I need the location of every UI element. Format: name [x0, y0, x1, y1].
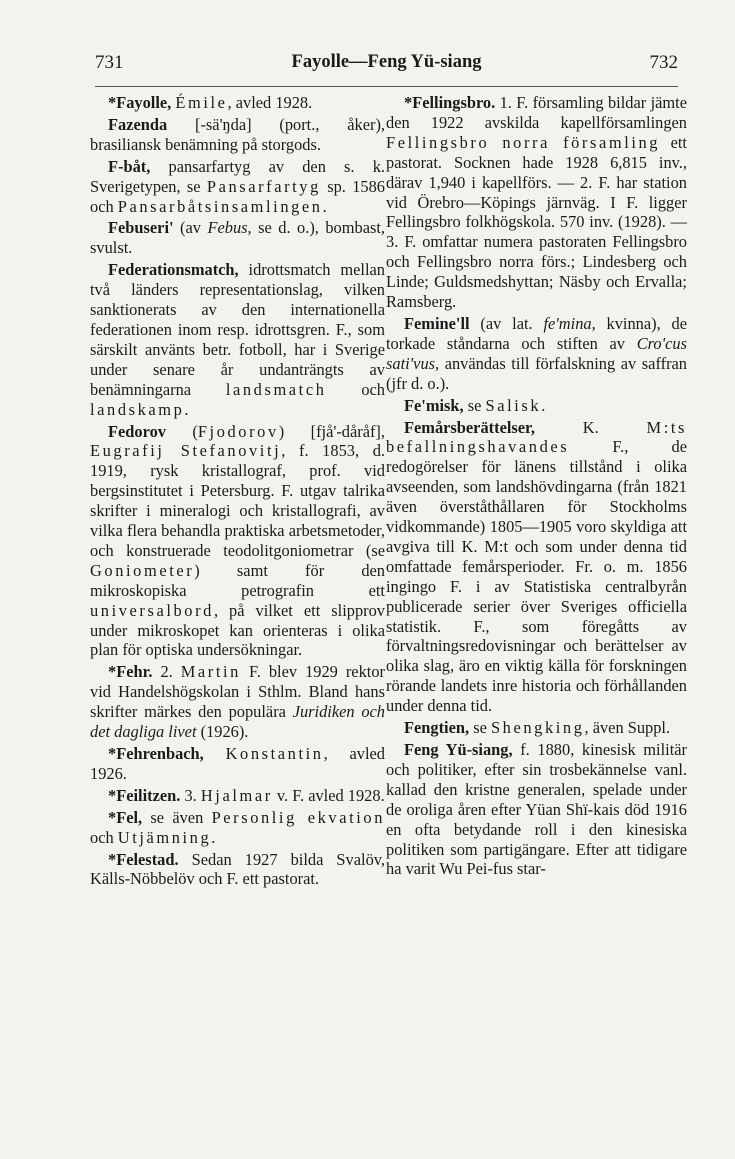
entry-text: se [463, 395, 486, 415]
entry-fellingsbro [386, 93, 687, 312]
entry-text: Goniometer [90, 560, 195, 580]
entry-fehr [90, 662, 385, 742]
entry-headword: *Feilitzen. [108, 785, 181, 805]
entry-text: Sedan 1927 bilda Svalöv, Källs-Nöbbelöv och F. ett pastorat. [90, 849, 385, 889]
entry-text: , på vilket ett slipprov under mikroskopet kan orienteras i olika plan för optiska undersökningar. [90, 600, 385, 660]
entry-text: f. 1880, kinesisk militär och politiker, efter sin trosbekännelse vanl. kallad den kristne generalen, spelade under de oroliga åren efter Yüan Shï-kais död 1916 en ofta betydande roll i den kinesiska politiken som partigängare. Efter att tidigare ha varit Wu Pei-fus star- [386, 740, 687, 879]
entry-text: . [322, 196, 327, 216]
page-number-right: 732 [649, 52, 678, 73]
entry-f-bat [90, 157, 385, 217]
entry-fel [90, 808, 385, 848]
right-column [386, 93, 687, 881]
left-column [90, 93, 385, 891]
entry-headword: Fedorov [108, 421, 166, 441]
entry-text: ett pastorat. Socknen hade 1928 6,815 inv., därav 1,940 i kapellförs. — 2. F. har station vid Örebro—Köpings järnväg. I F. ligger Fellingsbro folkhögskola. 570 inv. (1928). — 3. F. omfattar numera pastoraten Fellingsbro och Fellingsbro norra förs.; Lindesberg och Linde; Guldsmedshyttan; Näsby och Ervalla; Ramsberg. [386, 132, 687, 312]
entry-femisk [386, 396, 687, 416]
entry-headword: *Fehrenbach, [108, 744, 204, 763]
entry-feng-yu-siang [386, 740, 687, 879]
entry-headword: *Fehr. [108, 662, 153, 682]
entry-text: Fellingsbro norra församling [386, 132, 661, 152]
entry-text: M:ts befallningshavandes [386, 417, 687, 457]
entry-text: , användas till förfalskning av saffran (jfr d. o.). [386, 353, 687, 393]
entry-febuseri [90, 218, 385, 258]
entry-fazenda [90, 115, 385, 155]
entry-text: 3. [180, 785, 201, 805]
entry-text: (av lat. [469, 313, 544, 333]
entry-text: Juridiken och det dagliga livet [90, 702, 386, 742]
entry-text: Cro'cus sati'vus [386, 333, 687, 373]
entry-headword: *Felestad. [108, 849, 179, 869]
entry-text: ) samt för den mikroskopiska petrografin ett [90, 560, 385, 600]
entry-headword: Feng Yü-siang, [404, 740, 513, 759]
entry-text: sp. 1586 och [90, 176, 385, 216]
entry-femarsberattelser [386, 418, 687, 717]
entry-headword: Fe'misk, [404, 395, 464, 415]
entry-text: Émile [175, 93, 228, 112]
entry-text: Fjodorov [197, 421, 279, 441]
entry-text: . [184, 399, 189, 419]
entry-feilitzen [90, 786, 385, 806]
entry-text: ) [fjå'-dåråf], [278, 421, 385, 441]
entry-text: Konstantin [225, 744, 324, 763]
entry-text: Febus [207, 218, 248, 238]
entry-text: Salisk [485, 395, 542, 415]
entry-text: och [326, 379, 385, 399]
entry-text: Eugrafij Stefanovitj [90, 441, 282, 461]
entry-headword: Febuseri' [108, 218, 174, 238]
entry-fehrenbach [90, 744, 385, 784]
entry-text: K. [534, 417, 647, 437]
page-number-left: 731 [95, 52, 124, 73]
entry-text: landsmatch [225, 379, 327, 399]
entry-text: Hjalmar [200, 785, 273, 805]
entry-text: universalbord [90, 600, 214, 620]
entry-text: se [469, 718, 491, 738]
entry-headword: Fazenda [108, 114, 168, 134]
entry-text: (1926). [196, 722, 249, 742]
entry-text: och [90, 827, 118, 847]
entry-text: Martin [180, 662, 241, 682]
entry-text: , avled 1926. [90, 744, 385, 783]
entry-headword: Femine'll [404, 313, 470, 333]
entry-text: v. F. avled 1928. [272, 785, 385, 805]
entry-headword: Femårsberättelser, [404, 417, 535, 437]
entry-text: landskamp [90, 399, 185, 419]
entry-feminell [386, 314, 687, 394]
running-title: Fayolle—Feng Yü-siang [291, 52, 482, 72]
page-header [95, 52, 678, 84]
entry-text: [-sä'ŋda] (port., åker), brasiliansk benämning på storgods. [90, 114, 385, 154]
entry-text: Shengking [490, 718, 585, 738]
entry-text: 2. [152, 662, 181, 682]
entry-headword: Federationsmatch, [108, 260, 239, 280]
entry-text: pansarfartyg av den s. k. Sverigetypen, se [90, 156, 385, 196]
entry-text: Personlig ekvation [211, 807, 385, 827]
entry-text: Utjämning [117, 827, 212, 847]
entry-fedorov [90, 422, 385, 661]
entry-fengtien [386, 718, 687, 738]
entry-text: , även Suppl. [584, 718, 671, 738]
entry-text: Pansarfartyg [206, 176, 321, 196]
entry-federationsmatch [90, 260, 385, 419]
entry-text: ( [165, 421, 198, 441]
entry-headword: F-båt, [108, 156, 151, 176]
entry-headword: Fengtien, [404, 718, 470, 738]
entry-headword: *Fellingsbro. [404, 93, 496, 112]
entry-text: 1. F. församling bildar jämte den 1922 avskilda kapellförsamlingen [386, 93, 687, 132]
entry-text: . [541, 395, 546, 415]
entry-text: , avled 1928. [227, 93, 313, 112]
entry-headword: *Fel, [108, 807, 143, 827]
entry-text: (av [173, 218, 208, 238]
entry-text: se även [142, 807, 212, 827]
entry-text: F., de redogörelser för länens tillstånd i olika avseenden, som landshövdingarna (från 1821 även överståthållaren för Stockholms vidkommande) 1805—1905 voro skyldiga att avgiva till K. M:t och som under denna tid omfattade femårsperioder. Fr. o. m. 1856 ingingo F. i av Statistiska centralbyrån publicerade serier över Sveriges officiella statistik. F., som föregåtts av förvaltningsredovisningar och berättelser av olika slag, äro en viktig källa för forskningen rörande landets inre historia och förhållanden under denna tid. [386, 437, 687, 716]
entry-fayolle [90, 93, 385, 113]
entry-felestad [90, 850, 385, 890]
entry-text: F. blev 1929 rektor vid Handelshögskolan i Sthlm. Bland hans skrifter märkes den populära [90, 662, 385, 722]
entry-text: idrottsmatch mellan två länders representationslag, vilken sanktionerats av den internationella federationen inom resp. idrottsgren. F., som särskilt använts betr. fotboll, har i Sverige under senare år undanträngts av benämningarna [90, 260, 385, 399]
entry-text: fe'mina [543, 313, 592, 333]
entry-text: , kvinna), de torkade ståndarna och stiften av [386, 313, 687, 353]
entry-headword: *Fayolle, [108, 93, 176, 112]
entry-text: , se d. o.), bombast, svulst. [90, 218, 385, 258]
entry-text [204, 744, 226, 763]
entry-text: , f. 1853, d. 1919, rysk kristallograf, prof. vid bergsinstitutet i Petersburg. F. utgav talrika skrifter i mineralogi och kristallografi, av vilka flera behandla praktiska arbetsmetoder, och konstruerade teodolitgoniometrar (se [90, 441, 385, 560]
entry-text: Pansarbåtsinsamlingen [117, 196, 323, 216]
entry-text: . [211, 827, 216, 847]
header-rule [95, 86, 678, 87]
